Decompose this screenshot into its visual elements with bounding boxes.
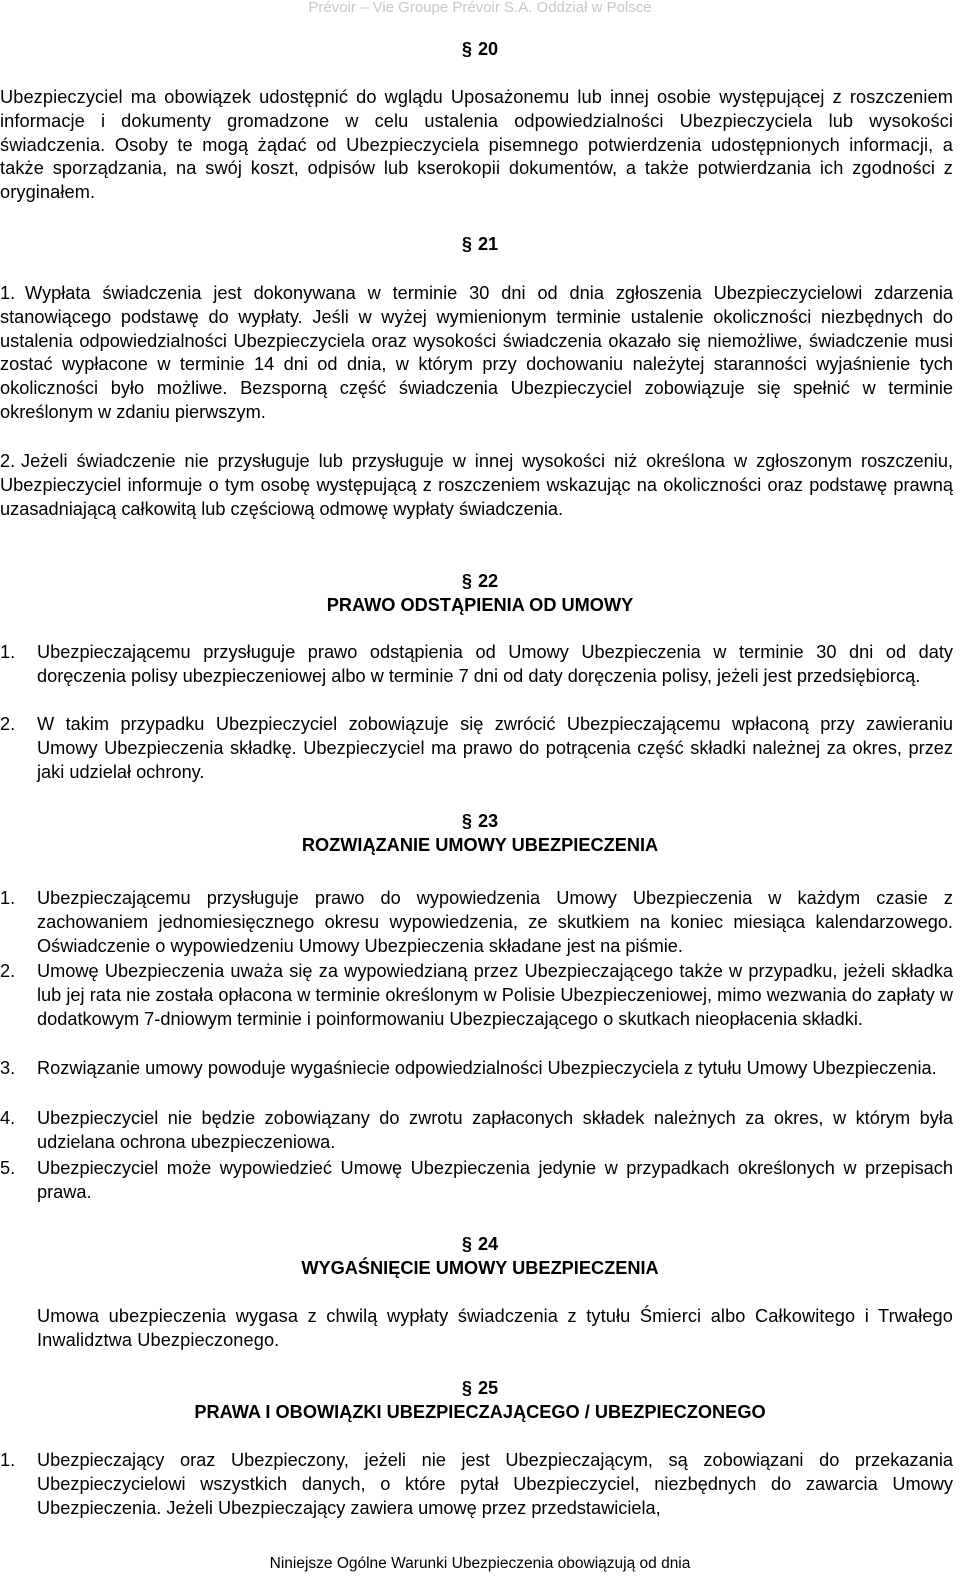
list-item-number: 2. (0, 961, 16, 981)
list-item-text: Ubezpieczającemu przysługuje prawo do wypowiedzenia Umowy Ubezpieczenia w każdym czasie z zachowaniem jednomiesięcznego okresu wypowiedzenia, ze skutkiem na koniec miesiąca kalendarzowego. Oświadczenie o wypowiedzeniu Umowy Ubezpieczenia składane jest na piśmie. (37, 888, 953, 956)
section-sign: § (461, 811, 472, 831)
list-item-number: 2. (0, 714, 16, 734)
section-number: 20 (477, 39, 499, 59)
section-23-heading (0, 809, 960, 833)
section-sign: § (461, 234, 472, 254)
section-24-paragraph: Umowa ubezpieczenia wygasa z chwilą wypłaty świadczenia z tytułu Śmierci albo Całkowitego i Trwałego Inwalidztwa Ubezpieczonego. (37, 1306, 953, 1350)
section-21-heading (0, 232, 960, 256)
list-item-number: 1. (0, 642, 16, 662)
section-number: 24 (477, 1234, 499, 1254)
list-item-number: 1. (0, 283, 16, 303)
list-item-text: Rozwiązanie umowy powoduje wygaśniecie odpowiedzialności Ubezpieczyciela z tytułu Umowy Ubezpieczenia. (37, 1058, 937, 1078)
section-24-title: WYGAŚNIĘCIE UMOWY UBEZPIECZENIA (301, 1258, 659, 1278)
list-item-text: Ubezpieczającemu przysługuje prawo odstąpienia od Umowy Ubezpieczenia w terminie 30 dni od daty doręczenia polisy ubezpieczeniowej albo w terminie 7 dni od daty doręczenia polisy, jeżeli jest przedsiębiorcą. (37, 642, 953, 686)
section-23-title: ROZWIĄZANIE UMOWY UBEZPIECZENIA (301, 835, 659, 855)
list-item-text: Ubezpieczyciel nie będzie zobowiązany do zwrotu zapłaconych składek należnych za okres, w którym była udzielana ochrona ubezpieczeniowa. (37, 1108, 953, 1152)
section-number: 25 (477, 1378, 499, 1398)
list-item-number: 1. (0, 888, 16, 908)
section-sign: § (461, 571, 472, 591)
list-item-number: 3. (0, 1058, 16, 1078)
section-24-heading (0, 1232, 960, 1256)
list-item-text: Ubezpieczający oraz Ubezpieczony, jeżeli nie jest Ubezpieczającym, są zobowiązani do przekazania Ubezpieczycielowi wszystkich danych, o które pytał Ubezpieczyciel, niezbędnych do zawarcia Umowy Ubezpieczenia. Jeżeli Ubezpieczający zawiera umowę przez przedstawiciela, (37, 1450, 953, 1518)
list-item-text: Wypłata świadczenia jest dokonywana w terminie 30 dni od dnia zgłoszenia Ubezpieczycielowi zdarzenia stanowiącego podstawę do wypłaty. Jeśli w wyżej wymienionym terminie ustalenie okoliczności niezbędnych do ustalenia odpowiedzialności Ubezpieczyciela oraz wysokości świadczenia okazało się niemożliwe, świadczenie musi zostać wypłacone w terminie 14 dni od dnia, w którym przy dochowaniu należytej staranności wyjaśnienie tych okoliczności było możliwe. Bezsporną część świadczenia Ubezpieczyciel zobowiązuje się spełnić w terminie określonym w zdaniu pierwszym. (0, 283, 953, 422)
section-number: 21 (477, 234, 499, 254)
list-item-text: Jeżeli świadczenie nie przysługuje lub przysługuje w innej wysokości niż określona w zgłoszonym roszczeniu, Ubezpieczyciel informuje o tym osobę występującą z roszczeniem wskazując na okoliczności oraz podstawę prawną uzasadniającą całkowitą lub częściową odmowę wypłaty świadczenia. (0, 451, 953, 519)
section-sign: § (461, 1378, 472, 1398)
section-22-heading (0, 569, 960, 593)
list-item-number: 4. (0, 1108, 16, 1128)
list-item-number: 2. (0, 451, 16, 471)
section-25-heading (0, 1376, 960, 1400)
section-sign: § (461, 1234, 472, 1254)
section-sign: § (461, 39, 472, 59)
section-20-heading (0, 37, 960, 61)
section-number: 23 (477, 811, 499, 831)
list-item-text: Ubezpieczyciel może wypowiedzieć Umowę Ubezpieczenia jedynie w przypadkach określonych w przepisach prawa. (37, 1158, 953, 1202)
section-22-title: PRAWO ODSTĄPIENIA OD UMOWY (326, 595, 634, 615)
section-25-title: PRAWA I OBOWIĄZKI UBEZPIECZAJĄCEGO / UBEZPIECZONEGO (194, 1402, 766, 1422)
list-item-text: Umowę Ubezpieczenia uważa się za wypowiedzianą przez Ubezpieczającego także w przypadku, jeżeli składka lub jej rata nie została opłacona w terminie określonym w Polisie Ubezpieczeniowej, mimo wezwania do zapłaty w dodatkowym 7-dniowym terminie i poinformowaniu Ubezpieczającego o skutkach nieopłacenia składki. (37, 961, 953, 1029)
list-item-text: W takim przypadku Ubezpieczyciel zobowiązuje się zwrócić Ubezpieczającemu wpłaconą przy zawieraniu Umowy Ubezpieczenia składkę. Ubezpieczyciel ma prawo do potrącenia część składki należnej za okres, przez jaki udzielał ochrony. (37, 714, 953, 782)
list-item-number: 1. (0, 1450, 16, 1470)
section-number: 22 (477, 571, 499, 591)
list-item-number: 5. (0, 1158, 16, 1178)
section-20-paragraph: Ubezpieczyciel ma obowiązek udostępnić do wglądu Uposażonemu lub innej osobie występującej z roszczeniem informacje i dokumenty gromadzone w celu ustalenia odpowiedzialności Ubezpieczyciela lub wysokości świadczenia. Osoby te mogą żądać od Ubezpieczyciela pisemnego potwierdzenia udostępnionych informacji, a także sporządzania, na swój koszt, odpisów lub kserokopii dokumentów, a także potwierdzania ich zgodności z oryginałem. (0, 87, 953, 203)
page-footer: Niniejsze Ogólne Warunki Ubezpieczenia obowiązują od dnia (269, 1555, 691, 1572)
page-header: Prévoir – Vie Groupe Prévoir S.A. Oddział w Polsce (308, 0, 652, 16)
